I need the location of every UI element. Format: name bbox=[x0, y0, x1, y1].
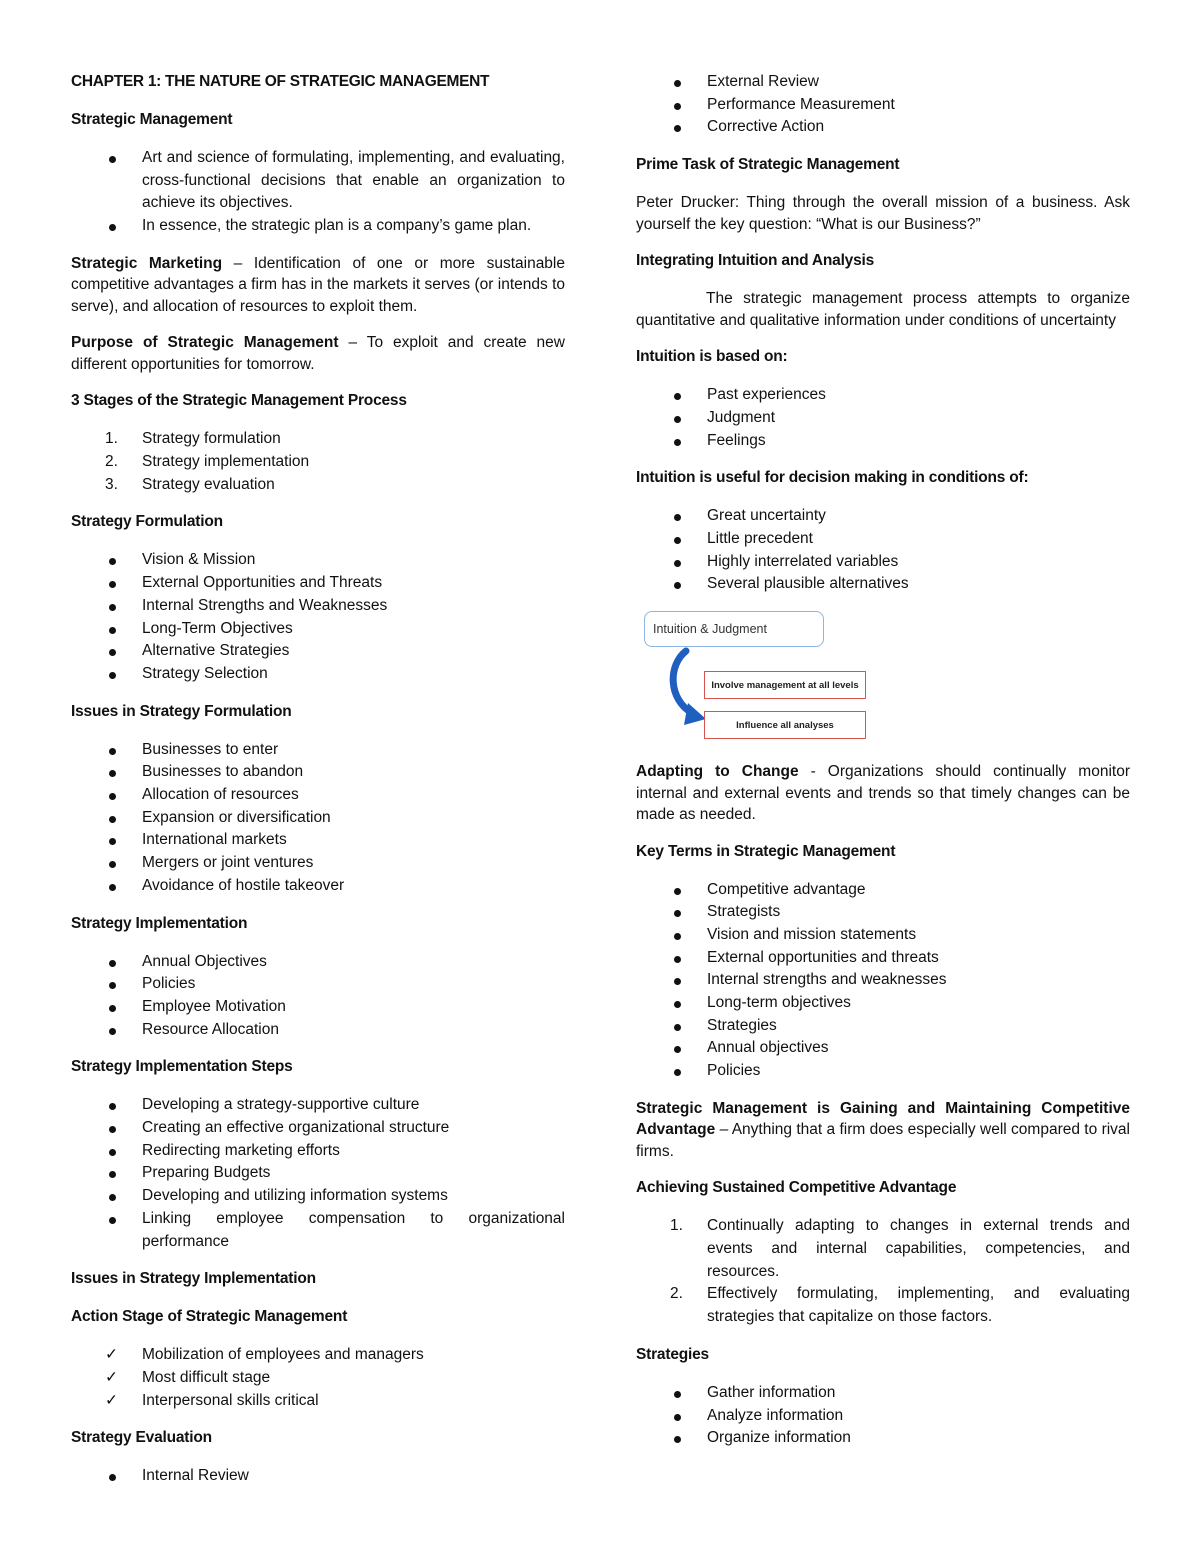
bullet-icon bbox=[674, 393, 681, 400]
bullet-icon bbox=[674, 514, 681, 521]
bullet-icon bbox=[109, 770, 116, 777]
list-item bbox=[636, 528, 1130, 551]
adapting-term: Adapting to Change bbox=[636, 763, 799, 781]
bullet-icon bbox=[109, 1028, 116, 1035]
list-item-text: Great uncertainty bbox=[707, 507, 826, 525]
numbered-item-text: Strategy formulation bbox=[142, 430, 281, 448]
stages-list bbox=[71, 428, 565, 496]
list-item bbox=[71, 829, 565, 852]
list-item bbox=[71, 215, 565, 238]
list-item-text: Internal strengths and weaknesses bbox=[707, 971, 947, 989]
list-item-text: International markets bbox=[142, 831, 287, 849]
influence-analyses-box: Influence all analyses bbox=[704, 711, 866, 739]
list-item-text: Art and science of formulating, implementing, and evaluating, cross-functional decisions that enable an organization to achieve its objectives. bbox=[142, 149, 565, 212]
left-column bbox=[71, 71, 565, 1503]
bullet-icon bbox=[109, 1149, 116, 1156]
list-item bbox=[636, 407, 1130, 430]
item-number: 1. bbox=[105, 430, 118, 448]
issues-formulation-heading: Issues in Strategy Formulation bbox=[71, 702, 292, 720]
list-item bbox=[636, 924, 1130, 947]
purpose-para bbox=[71, 332, 565, 375]
list-item-text: Organize information bbox=[707, 1429, 851, 1447]
list-item-text: Policies bbox=[707, 1062, 761, 1080]
list-item bbox=[636, 1060, 1130, 1083]
list-item bbox=[71, 1208, 565, 1253]
gaining-text: – Anything that a firm does especially well compared to rival firms. bbox=[636, 1121, 1130, 1160]
list-item-text: Avoidance of hostile takeover bbox=[142, 876, 345, 894]
item-number: 3. bbox=[105, 475, 118, 493]
evaluation-list bbox=[71, 1465, 565, 1488]
list-item-text: Vision & Mission bbox=[142, 551, 256, 569]
prime-task-text: Peter Drucker: Thing through the overall mission of a business. Ask yourself the key question: “What is our Business?” bbox=[636, 194, 1130, 233]
bullet-icon bbox=[674, 125, 681, 132]
numbered-item bbox=[71, 428, 565, 451]
adapting-text: - Organizations should continually monitor internal and external events and trends so that timely changes can be made as needed. bbox=[636, 763, 1130, 824]
intuition-based-heading: Intuition is based on: bbox=[636, 348, 788, 366]
bullet-icon bbox=[674, 439, 681, 446]
check-item-text: Most difficult stage bbox=[142, 1369, 271, 1386]
list-item-text: Internal Review bbox=[142, 1467, 249, 1485]
list-item-text: External Review bbox=[707, 73, 819, 90]
bullet-icon bbox=[674, 560, 681, 567]
list-item-text: Expansion or diversification bbox=[142, 808, 331, 826]
bullet-icon bbox=[674, 1046, 681, 1053]
list-item-text: Internal Strengths and Weaknesses bbox=[142, 596, 388, 614]
list-item bbox=[636, 116, 1130, 139]
formulation-heading: Strategy Formulation bbox=[71, 513, 223, 531]
list-item bbox=[636, 94, 1130, 117]
checkmark-icon: ✓ bbox=[105, 1346, 118, 1364]
list-item-text: Strategists bbox=[707, 903, 781, 921]
numbered-item bbox=[71, 451, 565, 474]
list-item bbox=[71, 875, 565, 898]
strategic-marketing-term: Strategic Marketing bbox=[71, 254, 223, 272]
list-item bbox=[636, 430, 1130, 453]
numbered-item-text: Effectively formulating, implementing, and evaluating strategies that capitalize on those factors. bbox=[707, 1285, 1130, 1326]
impl-steps-list bbox=[71, 1094, 565, 1253]
bullet-icon bbox=[109, 1474, 116, 1481]
list-item bbox=[71, 147, 565, 215]
list-item-text: Corrective Action bbox=[707, 118, 825, 136]
list-item-text: Redirecting marketing efforts bbox=[142, 1141, 340, 1159]
item-number: 1. bbox=[670, 1217, 683, 1235]
bullet-icon bbox=[109, 816, 116, 823]
bullet-icon bbox=[674, 1391, 681, 1398]
list-item bbox=[636, 573, 1130, 596]
bullet-icon bbox=[674, 1436, 681, 1443]
involve-management-box: Involve management at all levels bbox=[704, 671, 866, 699]
intuition-based-list bbox=[636, 384, 1130, 452]
checkmark-icon: ✓ bbox=[105, 1391, 118, 1409]
bullet-icon bbox=[674, 933, 681, 940]
bullet-icon bbox=[109, 558, 116, 565]
issues-formulation-list bbox=[71, 739, 565, 898]
list-item bbox=[71, 852, 565, 875]
action-stage-heading: Action Stage of Strategic Management bbox=[71, 1308, 348, 1326]
list-item bbox=[71, 1162, 565, 1185]
bullet-icon bbox=[674, 956, 681, 963]
list-item bbox=[71, 784, 565, 807]
list-item bbox=[71, 1019, 565, 1042]
action-list bbox=[71, 1344, 565, 1412]
list-item bbox=[71, 761, 565, 784]
item-number: 2. bbox=[105, 453, 118, 471]
list-item bbox=[71, 663, 565, 686]
bullet-icon bbox=[109, 627, 116, 634]
bullet-icon bbox=[109, 649, 116, 656]
purpose-text: – To exploit and create new different opportunities for tomorrow. bbox=[71, 334, 565, 373]
formulation-list bbox=[71, 549, 565, 685]
bullet-icon bbox=[674, 1069, 681, 1076]
list-item-text: Businesses to abandon bbox=[142, 763, 304, 781]
intuition-diagram bbox=[640, 611, 880, 749]
bullet-icon bbox=[674, 910, 681, 917]
list-item bbox=[636, 947, 1130, 970]
bullet-icon bbox=[109, 960, 116, 967]
gaining-para bbox=[636, 1098, 1130, 1163]
gaining-term: Strategic Management is Gaining and Maintaining Competitive Advantage bbox=[636, 1099, 1130, 1139]
list-item bbox=[636, 71, 1130, 94]
integrating-text: The strategic management process attempts to organize quantitative and qualitative information under conditions of uncertainty bbox=[636, 290, 1130, 329]
implementation-heading: Strategy Implementation bbox=[71, 914, 248, 932]
item-number: 2. bbox=[670, 1285, 683, 1303]
list-item bbox=[71, 1185, 565, 1208]
list-item bbox=[636, 1015, 1130, 1038]
list-item bbox=[71, 739, 565, 762]
list-item-text: Employee Motivation bbox=[142, 997, 286, 1015]
list-item-text: Several plausible alternatives bbox=[707, 575, 909, 593]
list-item-text: External opportunities and threats bbox=[707, 948, 939, 966]
list-item-text: Vision and mission statements bbox=[707, 925, 917, 943]
list-item-text: Long-Term Objectives bbox=[142, 619, 293, 637]
list-item-text: Preparing Budgets bbox=[142, 1164, 271, 1182]
numbered-item bbox=[636, 1215, 1130, 1283]
list-item-text: Resource Allocation bbox=[142, 1020, 279, 1038]
list-item bbox=[71, 807, 565, 830]
check-item-text: Mobilization of employees and managers bbox=[142, 1346, 424, 1364]
list-item-text: Little precedent bbox=[707, 529, 813, 547]
list-item bbox=[71, 572, 565, 595]
list-item bbox=[71, 973, 565, 996]
bullet-icon bbox=[674, 80, 681, 87]
list-item bbox=[636, 1427, 1130, 1450]
bullet-icon bbox=[674, 978, 681, 985]
list-item bbox=[636, 505, 1130, 528]
check-item-text: Interpersonal skills critical bbox=[142, 1391, 319, 1409]
bullet-icon bbox=[109, 1194, 116, 1201]
list-item bbox=[71, 1094, 565, 1117]
list-item-text: External Opportunities and Threats bbox=[142, 574, 383, 592]
list-item bbox=[71, 1140, 565, 1163]
list-item bbox=[636, 992, 1130, 1015]
bullet-icon bbox=[674, 537, 681, 544]
bullet-icon bbox=[674, 1024, 681, 1031]
strategies-heading: Strategies bbox=[636, 1345, 709, 1363]
numbered-item-text: Strategy implementation bbox=[142, 453, 310, 471]
bullet-icon bbox=[674, 416, 681, 423]
list-item-text: Developing and utilizing information systems bbox=[142, 1187, 448, 1205]
list-item bbox=[636, 1037, 1130, 1060]
key-terms-list bbox=[636, 879, 1130, 1083]
list-item-text: Annual Objectives bbox=[142, 952, 267, 970]
intuition-useful-list bbox=[636, 505, 1130, 596]
bullet-icon bbox=[109, 982, 116, 989]
bullet-icon bbox=[109, 1171, 116, 1178]
bullet-icon bbox=[109, 1103, 116, 1110]
bullet-icon bbox=[674, 1001, 681, 1008]
numbered-item-text: Continually adapting to changes in external trends and events and internal capabilities, competencies, and resources. bbox=[707, 1217, 1130, 1280]
list-item-text: Analyze information bbox=[707, 1406, 844, 1424]
list-item-text: Feelings bbox=[707, 431, 766, 449]
check-item bbox=[71, 1390, 565, 1413]
check-item bbox=[71, 1344, 565, 1367]
list-item-text: Strategy Selection bbox=[142, 664, 268, 682]
list-item bbox=[71, 549, 565, 572]
list-item bbox=[71, 1117, 565, 1140]
achieving-heading: Achieving Sustained Competitive Advantage bbox=[636, 1179, 957, 1197]
bullet-icon bbox=[109, 838, 116, 845]
bullet-icon bbox=[109, 861, 116, 868]
bullet-icon bbox=[674, 103, 681, 110]
bullet-icon bbox=[109, 748, 116, 755]
strategies-list bbox=[636, 1382, 1130, 1450]
check-item bbox=[71, 1367, 565, 1390]
list-item-text: Past experiences bbox=[707, 386, 826, 404]
list-item bbox=[71, 595, 565, 618]
list-item bbox=[71, 1465, 565, 1488]
list-item-text: Allocation of resources bbox=[142, 786, 299, 804]
numbered-item bbox=[71, 474, 565, 497]
key-terms-heading: Key Terms in Strategic Management bbox=[636, 842, 896, 860]
list-item-text: Creating an effective organizational structure bbox=[142, 1119, 450, 1137]
list-item-text: Performance Measurement bbox=[707, 95, 895, 113]
list-item bbox=[636, 384, 1130, 407]
list-item-text: Alternative Strategies bbox=[142, 642, 290, 660]
list-item-text: Businesses to enter bbox=[142, 740, 279, 758]
bullet-icon bbox=[109, 604, 116, 611]
list-item-text: Developing a strategy-supportive culture bbox=[142, 1096, 420, 1114]
list-item bbox=[636, 879, 1130, 902]
sm-list bbox=[71, 147, 565, 238]
bullet-icon bbox=[109, 581, 116, 588]
list-item-text: Judgment bbox=[707, 408, 776, 426]
list-item-text: Mergers or joint ventures bbox=[142, 854, 314, 872]
list-item-text: Competitive advantage bbox=[707, 880, 866, 898]
prime-task-heading: Prime Task of Strategic Management bbox=[636, 156, 900, 174]
numbered-item-text: Strategy evaluation bbox=[142, 475, 275, 493]
evaluation-heading: Strategy Evaluation bbox=[71, 1429, 212, 1447]
bullet-icon bbox=[109, 884, 116, 891]
list-item bbox=[71, 951, 565, 974]
list-item-text: Linking employee compensation to organizational performance bbox=[142, 1209, 565, 1250]
bullet-icon bbox=[109, 793, 116, 800]
strategic-marketing-para bbox=[71, 253, 565, 318]
issues-impl-heading: Issues in Strategy Implementation bbox=[71, 1270, 316, 1288]
list-item bbox=[71, 640, 565, 663]
bullet-icon bbox=[674, 582, 681, 589]
list-item bbox=[71, 618, 565, 641]
list-item bbox=[636, 901, 1130, 924]
list-item-text: Annual objectives bbox=[707, 1039, 829, 1057]
adapting-para bbox=[636, 761, 1130, 826]
achieving-list bbox=[636, 1215, 1130, 1329]
list-item-text: Long-term objectives bbox=[707, 994, 851, 1012]
bullet-icon bbox=[109, 1005, 116, 1012]
list-item bbox=[71, 996, 565, 1019]
list-item-text: Policies bbox=[142, 975, 196, 993]
list-item-text: Gather information bbox=[707, 1383, 836, 1401]
bullet-icon bbox=[109, 672, 116, 679]
evaluation-cont-list bbox=[636, 71, 1130, 139]
bullet-icon bbox=[109, 224, 116, 231]
impl-steps-heading: Strategy Implementation Steps bbox=[71, 1058, 293, 1076]
bullet-icon bbox=[109, 1126, 116, 1133]
list-item-text: In essence, the strategic plan is a company’s game plan. bbox=[142, 217, 532, 235]
list-item bbox=[636, 1382, 1130, 1405]
integrating-heading: Integrating Intuition and Analysis bbox=[636, 252, 875, 270]
numbered-item bbox=[636, 1283, 1130, 1328]
checkmark-icon: ✓ bbox=[105, 1369, 118, 1386]
bullet-icon bbox=[674, 888, 681, 895]
list-item-text: Highly interrelated variables bbox=[707, 552, 899, 570]
implementation-list bbox=[71, 951, 565, 1042]
list-item bbox=[636, 969, 1130, 992]
bullet-icon bbox=[109, 156, 116, 163]
purpose-term: Purpose of Strategic Management bbox=[71, 334, 339, 352]
bullet-icon bbox=[109, 1217, 116, 1224]
strategic-marketing-text: – Identification of one or more sustainable competitive advantages a firm has in the markets it serves (or intends to serve), and allocation of resources to exploit them. bbox=[71, 254, 565, 315]
bullet-icon bbox=[674, 1414, 681, 1421]
stages-heading: 3 Stages of the Strategic Management Process bbox=[71, 392, 407, 410]
strategic-management-heading: Strategic Management bbox=[71, 111, 233, 128]
list-item bbox=[636, 1405, 1130, 1428]
list-item bbox=[636, 551, 1130, 574]
chapter-title: CHAPTER 1: THE NATURE OF STRATEGIC MANAGEMENT bbox=[71, 73, 490, 90]
intuition-useful-heading: Intuition is useful for decision making in conditions of: bbox=[636, 469, 1029, 487]
intuition-judgment-box: Intuition & Judgment bbox=[644, 611, 824, 647]
right-column bbox=[636, 71, 1130, 1465]
list-item-text: Strategies bbox=[707, 1016, 777, 1034]
